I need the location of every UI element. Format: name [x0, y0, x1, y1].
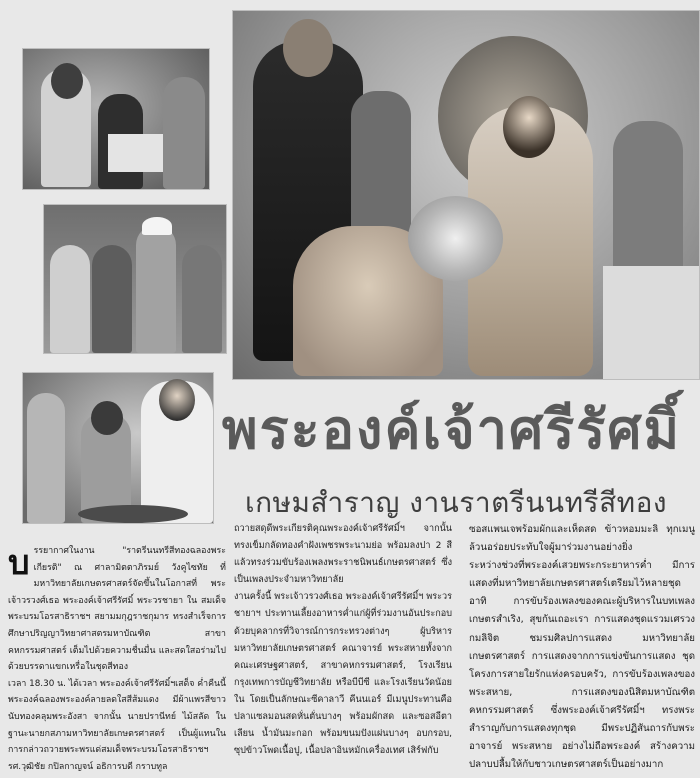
article-column-2 [234, 521, 452, 760]
photo-figure-head [283, 19, 333, 77]
photo-figure [136, 225, 176, 353]
subheadline: เกษมสำราญ งานราตรีนนทรีสีทอง [245, 486, 668, 519]
photo-main [232, 10, 700, 380]
paragraph [8, 543, 226, 676]
photo-figure [182, 245, 222, 353]
article-column-3 [469, 521, 695, 774]
photo-chef-hat [142, 217, 172, 235]
photo-inset-1 [22, 48, 210, 190]
photo-figure-head [51, 63, 83, 99]
paragraph: ระหว่างช่วงที่พระองค์เสวยพระกระยาหารค่ำ มีการแสดงที่มหาวิทยาลัยเกษตรศาสตร์เตรียมไว้หลายชุด อาทิ การขับร้องเพลงของคณะผู้บริหารในบทเพลงเกษตรสำเริง, สุขกันเถอะเรา การแสดงชุดแรวมเศรวงกมลิจิต ชมรมศิลปการแสดง มหาวิทยาลัยเกษตรศาสตร์ การแสดงจากการแข่งขันการแสดง ชุดโครงการสายใยรักแห่งครอบครัว, การขับร้องเพลงของพระสหาย, การแสดงของนิสิตมหาบัณฑิต คหกรรมศาสตร์ ซึ่งพระองค์เจ้าศรีรัศมิ์ฯ ทรงพระสำราญกับการแสดงทุกชุด มีพระปฏิสันถารกับพระอาจารย์ พระสหาย อย่างไม่ถือพระองค์ สร้างความปลาบปลื้มให้กับชาวเกษตรศาสตร์เป็นอย่างมาก [469, 560, 695, 771]
photo-table [603, 266, 699, 379]
photo-laptop [108, 134, 163, 172]
photo-figure-head [159, 379, 195, 421]
photo-inset-3 [22, 372, 214, 524]
photo-pan [78, 505, 188, 523]
photo-figure [613, 121, 683, 271]
photo-figure [92, 245, 132, 353]
paragraph: เวลา 18.30 น. ได้เวลา พระองค์เจ้าศรีรัศมิ์ฯเสด็จ ค่ำคืนนี้พระองค์ฉลองพระองค์ลายลดใสสีส้มแดง มีผ้าแพรสีขาวนับทองคลุมพระอังสา จากนั้น นายปรานีทย์ ไม้สลัด ในฐานะนายกสภามหาวิทยาลัยเกษตรศาสตร์ เป็นผู้แทนในการกล่าวถวายพระพรแด่สมเด็จพระบรมโอรสาธิราชฯ รศ.วุฒิชัย กปิลกาญจน์ อธิการบดี กราบทูล [8, 678, 226, 772]
photo-figure [27, 393, 65, 523]
headline: พระองค์เจ้าศรีรัศมิ์ [222, 398, 682, 461]
paragraph: ซอสแพนเจพร้อมผักและเห็ดสด ข้าวหอมมะลิ ทุกเมนูล้วนอร่อยประทับใจผู้มาร่วมงานอย่างยิ่ง [469, 524, 695, 554]
photo-figure-head [91, 401, 123, 435]
photo-figure [41, 69, 91, 187]
photo-figure [163, 77, 205, 189]
paragraph-text: รรยากาศในงาน "ราตรีนนทรีสีทองฉลองพระเกียรติ" ณ ศาลามิตตาภิรมย์ วังคูไซทัย ที่มหาวิทยาลัยเกษตรศาสตร์จัดขึ้นในโอกาสที่ พระเจ้าวรวงศ์เธอ พระองค์เจ้าศรีรัศมิ์ พระวรชายา ใน สมเด็จพระบรมโอรสาธิราชฯ สยามมกุฎราชกุมาร ทรงสำเร็จการศึกษาปริญญาวิทยาศาสตรมหาบัณฑิต สาขาคหกรรมศาสตร์ เต็มไปด้วยความชื่นมื่น และสดใสอร่ามไปด้วยบรรดาแขกเหรื่อในชุดสีทอง [8, 546, 226, 673]
drop-cap: บ [8, 543, 30, 583]
paragraph: งานครั้งนี้ พระเจ้าวรวงศ์เธอ พระองค์เจ้าศรีรัศมิ์ฯ พระวรชายาฯ ประทานเลี้ยงอาหารค่ำแก่ผู้ที่ร่วมงานอันประกอบด้วยบุคลากรที่วิจารณ์การกระทรวงต่างๆ ผู้บริหารมหาวิทยาลัยเกษตรศาสตร์ คณาจารย์ พระสหายทั้งจากคณะเศรษฐศาสตร์, สาขาคหกรรมศาสตร์, โรงเรียนกรุงเทพการบัญชีวิทยาลัย หรือบีบีซี และโรงเรียนวัดน้อยใน โดยเป็นลักษณะซีคาลาวี คีนนเอร์ มีเมนูประทานคือ ปลาแซลมอนสดหั่นตั่นบางๆ พร้อมผักสด และซอสอีตาเลียน น้ำมันมะกอก พร้อมขนมปังแผ่นบางๆ อบกรอบ, ซุปข้าวโพดเนื้อปู, เนื้อปลาอินหมักเครื่องเทศ เสิร์ฟกับ [234, 592, 452, 757]
article-column-1 [8, 543, 226, 775]
photo-figure [141, 381, 213, 523]
photo-figure-head [503, 96, 555, 158]
photo-figure [50, 245, 90, 353]
photo-bouquet [408, 196, 503, 281]
photo-inset-2 [43, 204, 227, 354]
paragraph: ถวายสดุดีพระเกียรติคุณพระองค์เจ้าศรีรัศมิ์ฯ จากนั้น ทรงเข็มกลัดทองคำฝังเพชรพระนามย่อ พร้อมลงปา 2 สี แล้วทรงร่วมขับร้องเพลงพระราชนิพนธ์เกษตรศาสตร์ ซึ่งเป็นเพลงประจำมหาวิทยาลัย [234, 524, 452, 586]
